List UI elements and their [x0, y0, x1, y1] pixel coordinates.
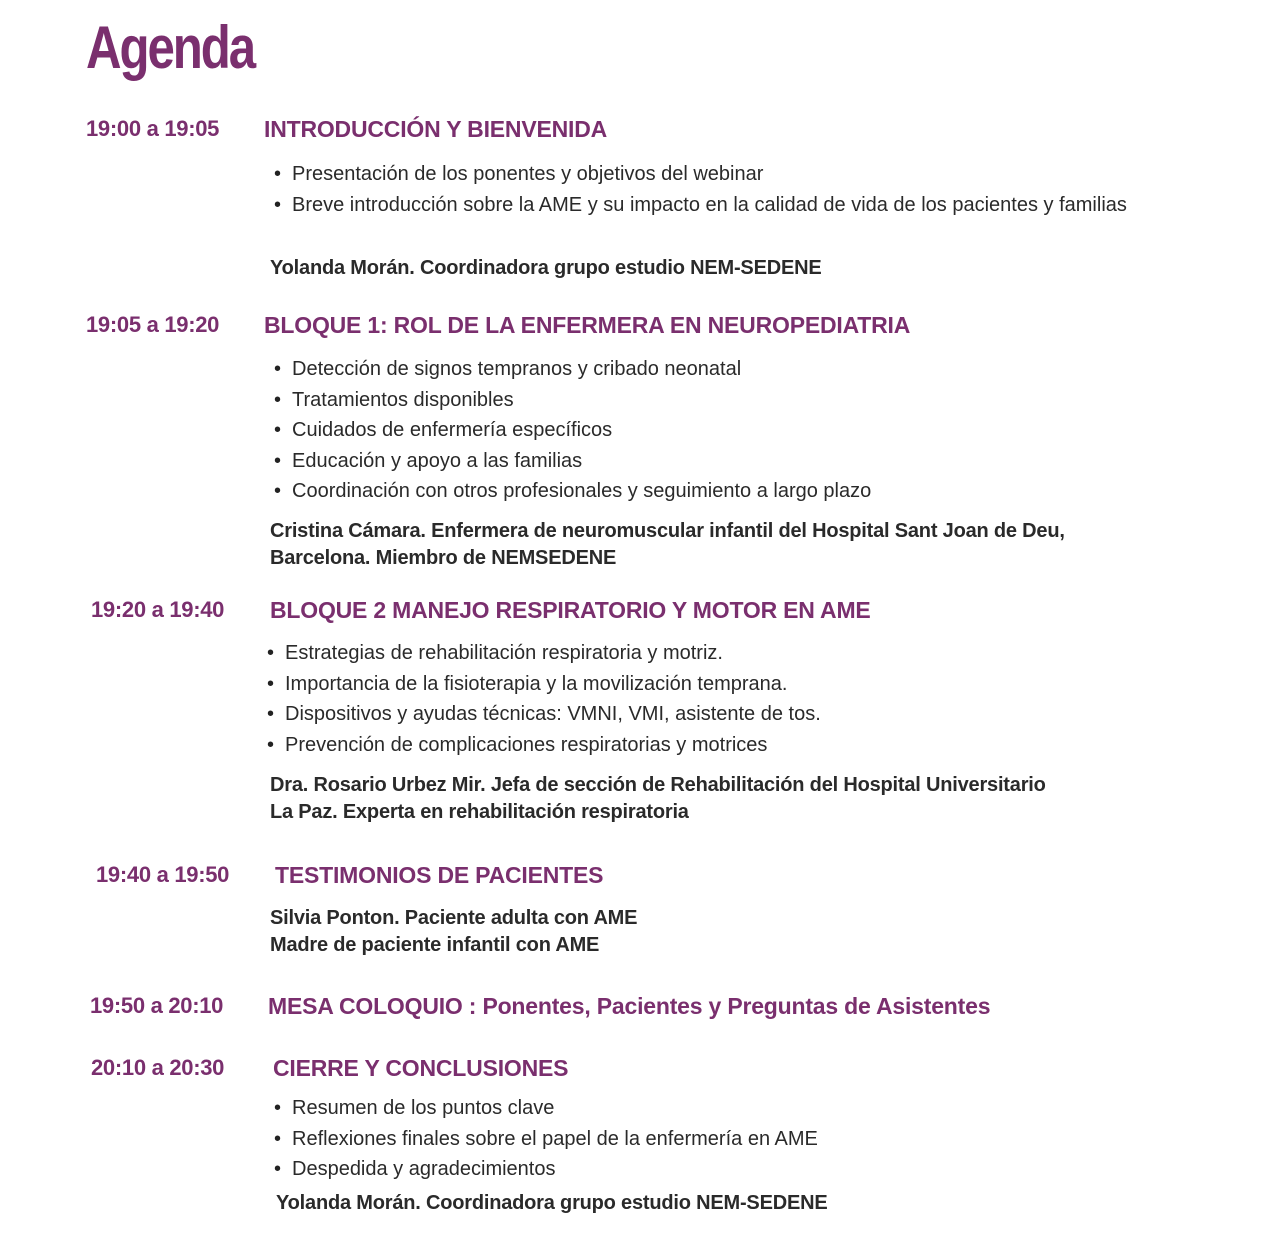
bullet-list — [274, 1093, 1154, 1185]
bullet-item: • Despedida y agradecimientos — [274, 1154, 1154, 1185]
bullet-item: • Prevención de complicaciones respiratorias y motrices — [267, 730, 1147, 761]
bullet-item: • Breve introducción sobre la AME y su impacto en la calidad de vida de los pacientes y familias — [274, 190, 1154, 221]
bullet-list — [267, 638, 1147, 760]
speaker-line: Barcelona. Miembro de NEMSEDENE — [270, 547, 617, 569]
section-time: 19:00 a 19:05 — [86, 116, 220, 141]
section-time: 19:40 a 19:50 — [96, 862, 230, 887]
speaker-credit — [270, 772, 1046, 826]
speaker-credit — [270, 905, 637, 959]
section-time: 19:05 a 19:20 — [86, 312, 220, 337]
bullet-item: • Educación y apoyo a las familias — [274, 446, 1154, 477]
bullet-item: • Detección de signos tempranos y cribado neonatal — [274, 354, 1154, 385]
bullet-item: • Estrategias de rehabilitación respiratoria y motriz. — [267, 638, 1147, 669]
bullet-item: • Dispositivos y ayudas técnicas: VMNI, VMI, asistente de tos. — [267, 699, 1147, 730]
speaker-credit — [270, 255, 821, 282]
section-heading: INTRODUCCIÓN Y BIENVENIDA — [264, 116, 608, 142]
section-heading: TESTIMONIOS DE PACIENTES — [275, 862, 604, 888]
bullet-item: • Cuidados de enfermería específicos — [274, 415, 1154, 446]
section-heading: CIERRE Y CONCLUSIONES — [273, 1055, 569, 1081]
bullet-list — [274, 159, 1154, 220]
bullet-item: • Reflexiones finales sobre el papel de la enfermería en AME — [274, 1124, 1154, 1155]
bullet-list — [274, 354, 1154, 507]
speaker-line: Cristina Cámara. Enfermera de neuromuscular infantil del Hospital Sant Joan de Deu, — [270, 520, 1065, 542]
bullet-item: • Presentación de los ponentes y objetivos del webinar — [274, 159, 1154, 190]
bullet-item: • Resumen de los puntos clave — [274, 1093, 1154, 1124]
speaker-line: La Paz. Experta en rehabilitación respiratoria — [270, 801, 689, 823]
page-title: Agenda — [86, 14, 255, 81]
speaker-line: Dra. Rosario Urbez Mir. Jefa de sección de Rehabilitación del Hospital Universitario — [270, 774, 1046, 796]
bullet-item: • Tratamientos disponibles — [274, 385, 1154, 416]
section-heading: BLOQUE 2 MANEJO RESPIRATORIO Y MOTOR EN AME — [270, 597, 871, 623]
speaker-line: Madre de paciente infantil con AME — [270, 934, 600, 956]
speaker-line: Yolanda Morán. Coordinadora grupo estudio NEM-SEDENE — [270, 257, 822, 279]
section-time: 20:10 a 20:30 — [91, 1055, 225, 1080]
bullet-item: • Importancia de la fisioterapia y la movilización temprana. — [267, 669, 1147, 700]
speaker-credit — [270, 518, 1065, 572]
section-heading: MESA COLOQUIO : Ponentes, Pacientes y Preguntas de Asistentes — [268, 993, 991, 1019]
bullet-item: • Coordinación con otros profesionales y seguimiento a largo plazo — [274, 476, 1154, 507]
speaker-credit — [276, 1190, 827, 1217]
section-time: 19:20 a 19:40 — [91, 597, 225, 622]
section-time: 19:50 a 20:10 — [90, 993, 224, 1018]
speaker-line: Silvia Ponton. Paciente adulta con AME — [270, 907, 638, 929]
speaker-line: Yolanda Morán. Coordinadora grupo estudio NEM-SEDENE — [276, 1192, 828, 1214]
section-heading: BLOQUE 1: ROL DE LA ENFERMERA EN NEUROPEDIATRIA — [264, 312, 911, 338]
